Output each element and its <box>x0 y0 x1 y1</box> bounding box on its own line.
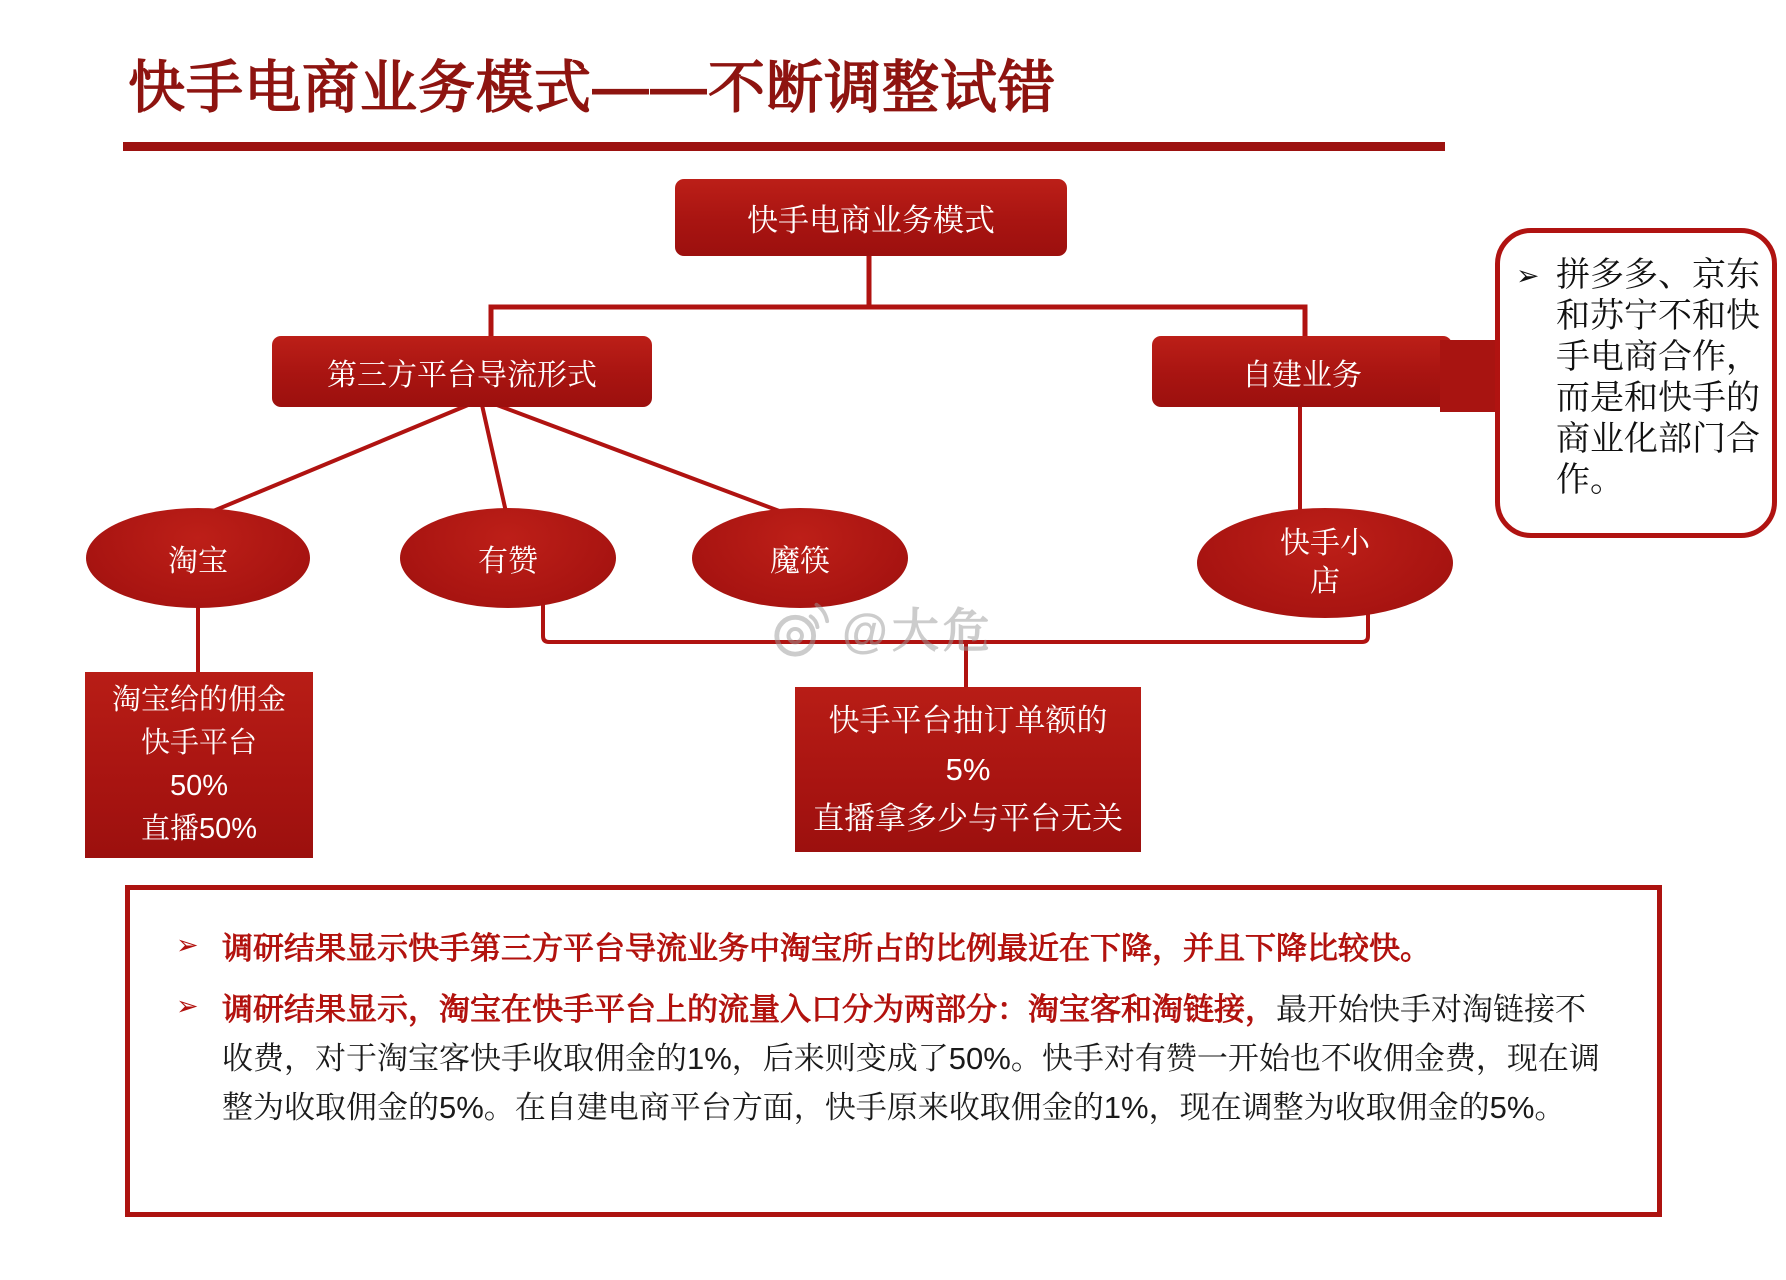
node-taobao-label: 淘宝 <box>168 545 228 578</box>
callout-connector-tab <box>1440 340 1502 412</box>
node-kuaishou-store-label: 快手小店 <box>1280 527 1370 598</box>
line-fan-mokuai <box>497 405 790 515</box>
arrow-bullet-icon: ➢ <box>176 991 199 1021</box>
info-box-taobao-commission <box>85 672 313 858</box>
line-tier1 <box>491 307 1305 336</box>
arrow-bullet-icon: ➢ <box>1516 260 1540 291</box>
callout-text: 拼多多、京东和苏宁不和快手电商合作，而是和快手的商业化部门合作。 <box>1556 256 1760 499</box>
note-1-highlight: 调研结果显示快手第三方平台导流业务中淘宝所占的比例最近在下降，并且下降比较快。 <box>222 931 1431 966</box>
node-kuaishou-store <box>1197 508 1453 618</box>
note-text-1 <box>222 924 1613 973</box>
note-item-1 <box>176 924 1617 973</box>
callout-box <box>1495 228 1777 538</box>
node-self-built <box>1152 336 1452 407</box>
info-line: 淘宝给的佣金 <box>111 684 286 716</box>
info-line: 快手平台 <box>140 727 257 759</box>
info-line: 直播拿多少与平台无关 <box>813 801 1123 836</box>
arrow-bullet-icon: ➢ <box>176 930 199 960</box>
node-taobao <box>86 508 310 608</box>
node-root <box>675 179 1067 256</box>
note-2-rest: 最开始快手对淘链接不收费，对于淘宝客快手收取佣金的1%，后来则变成了50%。快手对有赞一开始也不收佣金费，现在调整为收取佣金的5%。在自建电商平台方面，快手原来收取佣金的1%，现在调整为收取佣金的5%。 <box>222 992 1600 1125</box>
node-third-party-label: 第三方平台导流形式 <box>327 358 597 392</box>
info-line: 直播50% <box>140 813 258 845</box>
info-line: 快手平台抽订单额的 <box>828 703 1108 738</box>
info-box-platform-commission <box>795 687 1141 852</box>
node-third-party <box>272 336 652 407</box>
title-underline <box>123 142 1445 151</box>
info-line: 50% <box>169 770 229 802</box>
node-mokuai <box>692 508 908 608</box>
watermark-text: @大危 <box>842 604 994 657</box>
note-2-highlight: 调研结果显示，淘宝在快手平台上的流量入口分为两部分：淘宝客和淘链接， <box>222 992 1276 1027</box>
note-item-2 <box>176 985 1617 1132</box>
node-youzan-label: 有赞 <box>478 545 538 578</box>
node-root-label: 快手电商业务模式 <box>747 203 995 238</box>
watermark <box>770 594 994 661</box>
page-title: 快手电商业务模式——不断调整试错 <box>128 56 1056 120</box>
notes-panel <box>125 885 1662 1217</box>
line-fan-youzan <box>482 405 506 512</box>
node-youzan <box>400 508 616 608</box>
line-fan-taobao <box>206 405 468 514</box>
weibo-logo-icon <box>770 595 832 661</box>
node-mokuai-label: 魔筷 <box>770 545 830 578</box>
info-line: 5% <box>945 752 991 787</box>
note-text-2 <box>222 985 1613 1132</box>
node-self-built-label: 自建业务 <box>1242 358 1362 392</box>
